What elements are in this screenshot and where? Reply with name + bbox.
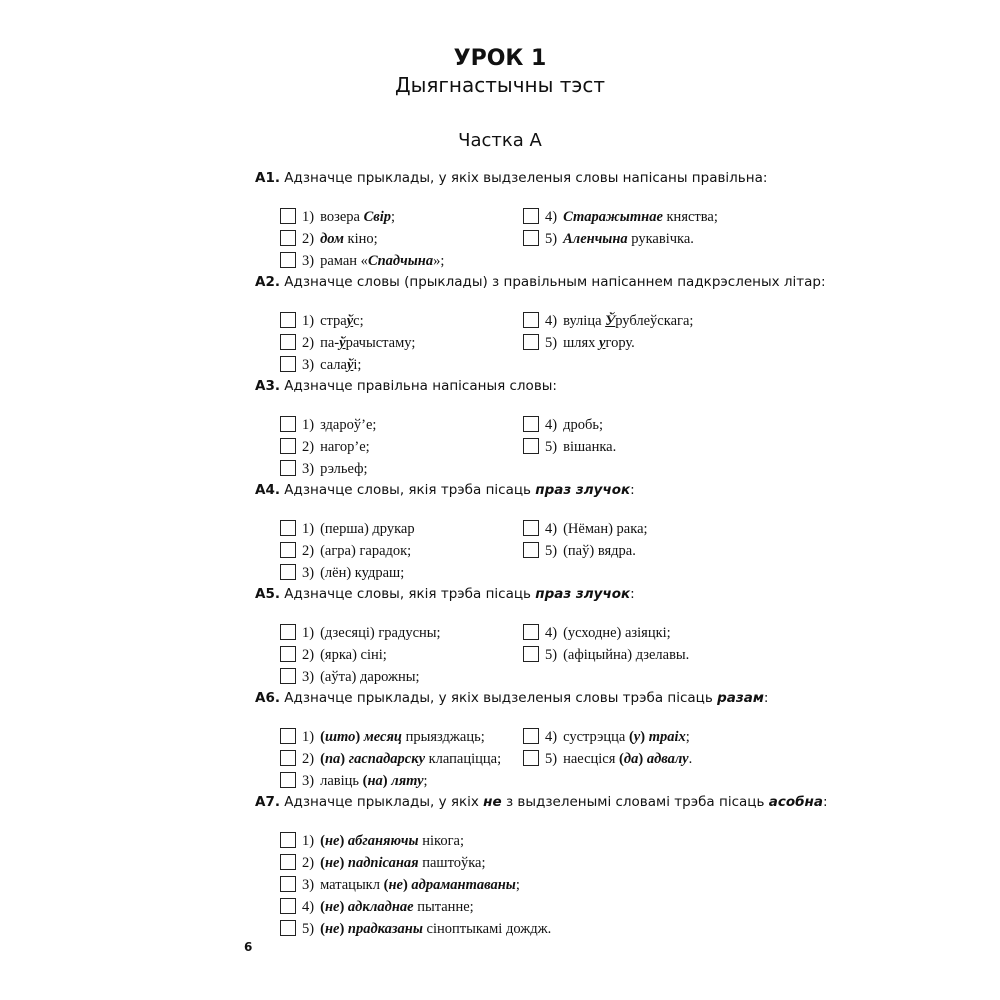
answer-checkbox[interactable] — [280, 208, 296, 224]
option-number: 2) — [302, 543, 315, 559]
answer-checkbox[interactable] — [280, 252, 296, 268]
option-number: 3) — [302, 461, 315, 477]
answer-checkbox[interactable] — [280, 898, 296, 914]
option-text: паштоўка; — [418, 855, 486, 871]
option-number: 3) — [302, 565, 315, 581]
answer-option[interactable] — [280, 355, 361, 375]
option-text: ) — [355, 729, 364, 745]
option-text: ) — [340, 751, 349, 767]
option-number: 5) — [545, 543, 558, 559]
option-number: 5) — [545, 647, 558, 663]
page-title: УРОК 1 — [453, 46, 547, 71]
option-text: ( — [383, 877, 389, 893]
question-tail: : — [763, 690, 769, 706]
answer-option[interactable] — [280, 727, 485, 747]
answer-option[interactable] — [280, 853, 486, 873]
option-text: ; — [685, 729, 690, 745]
answer-checkbox[interactable] — [280, 668, 296, 684]
answer-checkbox[interactable] — [523, 646, 539, 662]
option-text: матацыкл — [320, 877, 384, 893]
option-text: да — [623, 751, 639, 767]
option-text: . — [688, 751, 693, 767]
option-text: Старажытнае — [563, 209, 663, 225]
question-text: Адзначце словы (прыклады) з правільным напісаннем падкрэсленых літар: — [284, 274, 826, 290]
option-number: 2) — [302, 751, 315, 767]
option-number: 2) — [302, 231, 315, 247]
question-emph2: асобна — [768, 794, 823, 810]
answer-checkbox[interactable] — [280, 230, 296, 246]
answer-option[interactable] — [280, 229, 378, 249]
option-text: абганяючы — [347, 833, 419, 849]
option-text: адкладнае — [347, 899, 414, 915]
option-number: 4) — [545, 209, 558, 225]
option-number: 4) — [302, 899, 315, 915]
option-text: сіноптыкамі дождж. — [422, 921, 552, 937]
option-number: 5) — [545, 751, 558, 767]
question-text — [255, 378, 557, 394]
option-number: 3) — [302, 773, 315, 789]
option-number: 3) — [302, 253, 315, 269]
answer-option[interactable] — [280, 875, 520, 895]
option-number: 1) — [302, 417, 315, 433]
option-text: пытанне; — [413, 899, 474, 915]
option-text: ( — [619, 751, 624, 767]
option-number: 4) — [545, 313, 558, 329]
question-emph: праз злучок — [535, 482, 631, 498]
question-tail: : — [630, 482, 635, 498]
question-number: А4. — [255, 482, 280, 498]
option-text: траіх — [648, 729, 686, 745]
option-number: 2) — [302, 855, 315, 871]
question-text — [255, 794, 828, 810]
option-text: на — [367, 773, 383, 789]
option-text: наесціся — [563, 751, 620, 767]
option-text: прыязджаць; — [401, 729, 485, 745]
answer-option[interactable] — [280, 897, 474, 917]
option-text: што — [324, 729, 356, 745]
option-text: і; — [353, 357, 362, 373]
question-number: А1. — [255, 170, 280, 186]
option-number: 4) — [545, 729, 558, 745]
answer-option[interactable] — [280, 519, 415, 539]
answer-checkbox[interactable] — [523, 542, 539, 558]
option-text: адвалу — [646, 751, 689, 767]
option-text: дробь; — [563, 417, 603, 433]
option-text: гору. — [605, 335, 635, 351]
option-text: сустрэцца — [563, 729, 629, 745]
option-text: рублеўскага; — [615, 313, 694, 329]
answer-option[interactable] — [523, 311, 693, 331]
option-text: (усходне) азіяцкі; — [563, 625, 671, 641]
option-number: 5) — [545, 439, 558, 455]
option-text: (паў) вядра. — [563, 543, 636, 559]
option-text: (Нёман) рака; — [563, 521, 648, 537]
answer-checkbox[interactable] — [280, 416, 296, 432]
option-text: (агра) гарадок; — [320, 543, 412, 559]
question-number: А3. — [255, 378, 280, 394]
option-number: 2) — [302, 647, 315, 663]
option-text: ( — [320, 855, 325, 871]
answer-checkbox[interactable] — [523, 624, 539, 640]
option-text: рэльеф; — [320, 461, 368, 477]
answer-checkbox[interactable] — [280, 854, 296, 870]
question-text: Адзначце правільна напісаныя словы: — [284, 378, 557, 394]
question-emph: праз злучок — [535, 586, 631, 602]
option-text: вуліца — [563, 313, 606, 329]
answer-checkbox[interactable] — [280, 728, 296, 744]
option-text: не — [324, 899, 340, 915]
option-text: дом — [320, 231, 344, 247]
option-text: ; — [391, 209, 396, 225]
option-text: возера — [320, 209, 364, 225]
option-text: (дзесяці) градусны; — [320, 625, 441, 641]
answer-option[interactable] — [280, 251, 444, 271]
option-number: 1) — [302, 729, 315, 745]
answer-checkbox[interactable] — [523, 312, 539, 328]
option-number: 4) — [545, 625, 558, 641]
section-title: Частка А — [458, 130, 542, 151]
question-number: А5. — [255, 586, 280, 602]
option-text: (лён) кудраш; — [320, 565, 405, 581]
option-text: ) — [640, 729, 649, 745]
option-number: 1) — [302, 833, 315, 849]
option-text: ў — [346, 313, 354, 329]
option-text: Свір — [363, 209, 392, 225]
answer-option[interactable] — [523, 749, 692, 769]
answer-option[interactable] — [280, 459, 368, 479]
answer-checkbox[interactable] — [523, 438, 539, 454]
option-text: ( — [320, 729, 325, 745]
question-text — [255, 482, 635, 498]
option-text: ) — [339, 921, 348, 937]
answer-option[interactable] — [280, 645, 387, 665]
answer-checkbox[interactable] — [280, 876, 296, 892]
option-text: нікога; — [418, 833, 464, 849]
option-text: ляту — [391, 773, 424, 789]
option-text: Аленчына — [563, 231, 628, 247]
option-number: 5) — [302, 921, 315, 937]
option-text: па- — [320, 335, 340, 351]
option-text: ( — [320, 833, 325, 849]
answer-checkbox[interactable] — [280, 564, 296, 580]
answer-option[interactable] — [280, 333, 415, 353]
option-text: (ярка) сіні; — [320, 647, 387, 663]
answer-checkbox[interactable] — [523, 728, 539, 744]
option-text: у — [599, 335, 606, 351]
answer-checkbox[interactable] — [280, 832, 296, 848]
answer-option[interactable] — [280, 415, 376, 435]
option-text: месяц — [363, 729, 402, 745]
option-text: ў — [346, 357, 354, 373]
question-tail: : — [822, 794, 828, 810]
option-number: 1) — [302, 313, 315, 329]
answer-checkbox[interactable] — [280, 646, 296, 662]
page-subtitle: Дыягнастычны тэст — [394, 73, 606, 97]
option-text: ; — [423, 773, 428, 789]
answer-checkbox[interactable] — [280, 460, 296, 476]
option-text: ( — [628, 729, 634, 745]
answer-checkbox[interactable] — [280, 750, 296, 766]
option-text: падпісаная — [347, 855, 419, 871]
option-text: Спадчына — [367, 253, 434, 269]
answer-checkbox[interactable] — [523, 230, 539, 246]
option-text: лавіць — [320, 773, 363, 789]
question-text: Адзначце словы, якія трэба пісаць — [284, 586, 536, 602]
option-text: ; — [515, 877, 520, 893]
option-text: ) — [638, 751, 647, 767]
option-text: с; — [353, 313, 364, 329]
question-text — [255, 586, 635, 602]
question-number: А6. — [255, 690, 280, 706]
question-text: Адзначце прыклады, у якіх — [284, 794, 484, 810]
option-text: не — [324, 855, 340, 871]
option-text: ) — [382, 773, 392, 789]
question-tail: : — [630, 586, 635, 602]
question-number: А7. — [255, 794, 280, 810]
answer-checkbox[interactable] — [280, 438, 296, 454]
option-text: прадказаны — [347, 921, 423, 937]
option-text: ( — [320, 751, 325, 767]
option-text: не — [324, 833, 340, 849]
option-text: ) — [339, 833, 348, 849]
option-number: 1) — [302, 209, 315, 225]
answer-checkbox[interactable] — [280, 312, 296, 328]
answer-option[interactable] — [523, 519, 648, 539]
option-number: 4) — [545, 417, 558, 433]
option-number: 4) — [545, 521, 558, 537]
answer-checkbox[interactable] — [523, 416, 539, 432]
answer-option[interactable] — [280, 541, 411, 561]
answer-option[interactable] — [280, 667, 420, 687]
option-number: 2) — [302, 439, 315, 455]
answer-option[interactable] — [280, 437, 370, 457]
option-text: ( — [362, 773, 368, 789]
answer-checkbox[interactable] — [523, 750, 539, 766]
answer-checkbox[interactable] — [523, 208, 539, 224]
option-text: раман « — [320, 253, 368, 269]
answer-option[interactable] — [523, 229, 694, 249]
page-number: 6 — [244, 940, 253, 954]
option-text: рачыстаму; — [345, 335, 416, 351]
option-text: не — [388, 877, 403, 893]
option-text: нагор’е; — [320, 439, 370, 455]
option-number: 3) — [302, 357, 315, 373]
option-number: 5) — [545, 231, 558, 247]
answer-option[interactable] — [280, 207, 395, 227]
answer-checkbox[interactable] — [280, 520, 296, 536]
answer-checkbox[interactable] — [523, 520, 539, 536]
option-text: (аўта) дарожны; — [320, 669, 420, 685]
option-text: ( — [320, 899, 325, 915]
option-number: 5) — [545, 335, 558, 351]
answer-option[interactable] — [523, 645, 689, 665]
question-emph: не — [483, 794, 502, 810]
option-text: у — [633, 729, 641, 745]
answer-checkbox[interactable] — [280, 334, 296, 350]
option-text: здароў’е; — [320, 417, 377, 433]
answer-option[interactable] — [280, 831, 464, 851]
option-text: клапаціцца; — [425, 751, 502, 767]
answer-option[interactable] — [280, 919, 551, 939]
answer-checkbox[interactable] — [280, 542, 296, 558]
question-text — [255, 274, 826, 290]
answer-checkbox[interactable] — [280, 356, 296, 372]
option-number: 3) — [302, 877, 315, 893]
option-text: рукавічка. — [627, 231, 694, 247]
question-text — [255, 690, 768, 706]
question-text: Адзначце прыклады, у якіх выдзеленыя словы трэба пісаць — [284, 690, 718, 706]
question-text: Адзначце прыклады, у якіх выдзеленыя словы напісаны правільна: — [284, 170, 768, 186]
answer-option[interactable] — [280, 749, 501, 769]
option-text: княства; — [662, 209, 718, 225]
option-text: па — [324, 751, 341, 767]
question-mid: з выдзеленымі словамі трэба пісаць — [501, 794, 769, 810]
option-text: ) — [402, 877, 412, 893]
answer-option[interactable] — [523, 333, 635, 353]
option-number: 1) — [302, 625, 315, 641]
answer-option[interactable] — [280, 563, 404, 583]
question-number: А2. — [255, 274, 280, 290]
answer-option[interactable] — [280, 623, 441, 643]
option-text: (перша) друкар — [320, 521, 415, 537]
answer-option[interactable] — [523, 207, 718, 227]
answer-option[interactable] — [523, 623, 671, 643]
answer-option[interactable] — [523, 437, 616, 457]
option-text: вішанка. — [563, 439, 617, 455]
question-emph: разам — [717, 690, 764, 706]
option-text: ў — [339, 335, 346, 351]
answer-checkbox[interactable] — [280, 624, 296, 640]
answer-option[interactable] — [280, 771, 428, 791]
option-text: гаспадарску — [348, 751, 426, 767]
option-number: 2) — [302, 335, 315, 351]
option-number: 1) — [302, 521, 315, 537]
answer-checkbox[interactable] — [280, 772, 296, 788]
option-text: »; — [433, 253, 445, 269]
option-number: 3) — [302, 669, 315, 685]
option-text: ) — [339, 899, 348, 915]
option-text: адрамантаваны — [411, 877, 516, 893]
option-text: ( — [320, 921, 325, 937]
option-text: кіно; — [343, 231, 378, 247]
option-text: не — [324, 921, 340, 937]
answer-option[interactable] — [523, 415, 603, 435]
answer-checkbox[interactable] — [280, 920, 296, 936]
answer-option[interactable] — [523, 727, 690, 747]
question-text: Адзначце словы, якія трэба пісаць — [284, 482, 536, 498]
option-text: сала — [320, 357, 347, 373]
option-text: шлях — [563, 335, 600, 351]
option-text: ) — [339, 855, 348, 871]
option-text: Ў — [605, 313, 616, 329]
question-text — [255, 170, 767, 186]
option-text: (афіцыйна) дзелавы. — [563, 647, 690, 663]
option-text: стра — [320, 313, 347, 329]
answer-checkbox[interactable] — [523, 334, 539, 350]
answer-option[interactable] — [523, 541, 636, 561]
answer-option[interactable] — [280, 311, 364, 331]
